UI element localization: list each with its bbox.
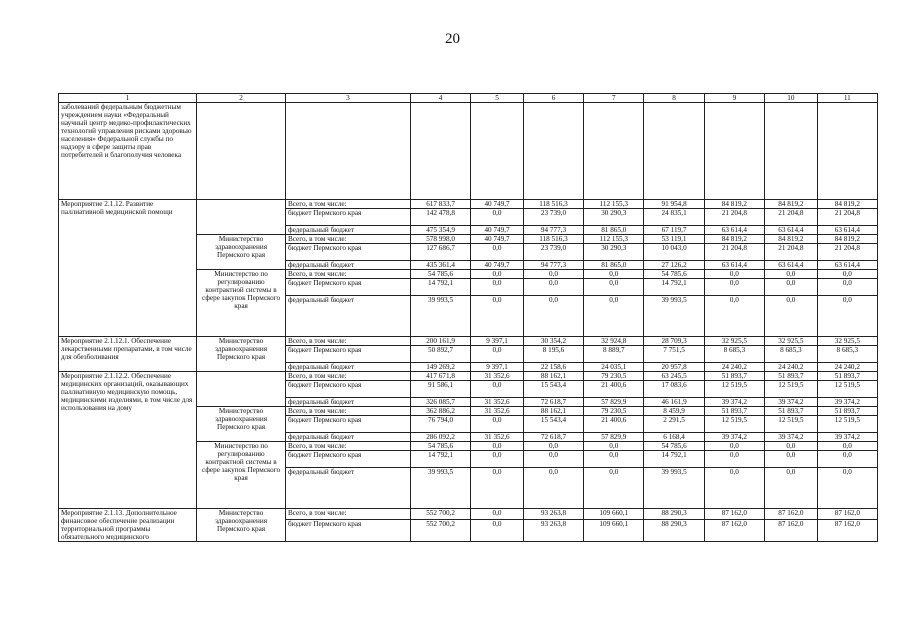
amount-cell: 0,0 [471,270,524,279]
amount-cell: 91 954,8 [644,200,704,209]
executor-cell [197,372,286,407]
amount-cell: 51 893,7 [704,407,764,416]
amount-cell: 12 519,5 [817,381,877,398]
amount-cell: 87 162,0 [704,509,764,520]
empty-cell [523,103,583,200]
amount-cell: 0,0 [471,346,524,363]
amount-cell: 14 792,1 [410,451,470,468]
amount-cell: 76 794,0 [410,416,470,433]
amount-cell: 84 819,2 [765,200,818,209]
amount-cell: 24 240,2 [765,363,818,372]
funding-source-cell: бюджет Пермского края [285,520,410,542]
amount-cell: 79 230,5 [584,372,644,381]
empty-cell [197,103,286,200]
header-row [59,94,878,103]
amount-cell: 54 785,6 [644,270,704,279]
amount-cell: 21 204,8 [704,209,764,226]
intro-row [59,103,878,200]
activity-name-cell: Мероприятие 2.1.13. Дополнительное финансовое обеспечение реализации территориальной программы обязательного медицинского [59,509,197,542]
amount-cell: 39 374,2 [817,398,877,407]
amount-cell: 0,0 [523,468,583,509]
amount-cell: 0,0 [817,270,877,279]
amount-cell: 21 204,8 [817,209,877,226]
amount-cell: 40 749,7 [471,226,524,235]
funding-source-cell: федеральный бюджет [285,468,410,509]
table-row [59,337,878,346]
amount-cell: 0,0 [817,442,877,451]
amount-cell: 0,0 [471,520,524,542]
amount-cell: 0,0 [704,296,764,337]
amount-cell: 0,0 [704,451,764,468]
funding-source-cell: федеральный бюджет [285,296,410,337]
funding-source-cell: Всего, в том числе: [285,509,410,520]
amount-cell: 51 893,7 [704,372,764,381]
funding-source-cell: федеральный бюджет [285,398,410,407]
amount-cell: 67 119,7 [644,226,704,235]
amount-cell: 88 290,3 [644,509,704,520]
amount-cell: 552 700,2 [410,509,470,520]
amount-cell: 39 993,5 [644,468,704,509]
funding-source-cell: бюджет Пермского края [285,451,410,468]
activity-name-cell: Мероприятие 2.1.12. Развитие паллиативной медицинской помощи [59,200,197,337]
amount-cell: 20 957,8 [644,363,704,372]
amount-cell: 0,0 [523,279,583,296]
amount-cell: 39 993,5 [644,296,704,337]
amount-cell: 63 614,4 [765,226,818,235]
amount-cell: 84 819,2 [817,235,877,244]
amount-cell: 23 739,0 [523,244,583,261]
executor-cell: Министерство по регулированию контрактной системы в сфере закупок Пермского края [197,442,286,509]
amount-cell: 0,0 [523,296,583,337]
amount-cell: 30 290,3 [584,209,644,226]
amount-cell: 0,0 [471,416,524,433]
table-row [59,372,878,381]
funding-source-cell: бюджет Пермского края [285,381,410,398]
amount-cell: 39 374,2 [704,433,764,442]
amount-cell: 21 204,8 [704,244,764,261]
amount-cell: 94 777,3 [523,226,583,235]
amount-cell: 93 263,8 [523,520,583,542]
amount-cell: 9 397,1 [471,337,524,346]
empty-cell [584,103,644,200]
amount-cell: 12 519,5 [704,416,764,433]
amount-cell: 0,0 [817,468,877,509]
amount-cell: 286 092,2 [410,433,470,442]
amount-cell: 21 400,6 [584,416,644,433]
amount-cell: 39 374,2 [817,433,877,442]
funding-source-cell: Всего, в том числе: [285,235,410,244]
amount-cell: 326 085,7 [410,398,470,407]
amount-cell: 30 354,2 [523,337,583,346]
amount-cell: 15 543,4 [523,416,583,433]
funding-source-cell: бюджет Пермского края [285,279,410,296]
amount-cell: 81 865,0 [584,226,644,235]
funding-source-cell: федеральный бюджет [285,226,410,235]
amount-cell: 12 519,5 [704,381,764,398]
amount-cell: 93 263,8 [523,509,583,520]
funding-source-cell: бюджет Пермского края [285,244,410,261]
table-body [59,200,878,542]
amount-cell: 10 043,0 [644,244,704,261]
empty-cell [817,103,877,200]
amount-cell: 578 998,0 [410,235,470,244]
amount-cell: 72 618,7 [523,398,583,407]
amount-cell: 0,0 [471,209,524,226]
amount-cell: 0,0 [584,451,644,468]
amount-cell: 94 777,3 [523,261,583,270]
amount-cell: 72 618,7 [523,433,583,442]
amount-cell: 362 886,2 [410,407,470,416]
amount-cell: 8 889,7 [584,346,644,363]
amount-cell: 0,0 [765,468,818,509]
empty-cell [410,103,470,200]
amount-cell: 21 400,6 [584,381,644,398]
amount-cell: 39 374,2 [765,398,818,407]
amount-cell: 30 290,3 [584,244,644,261]
amount-cell: 24 240,2 [817,363,877,372]
header-cell: 7 [584,94,644,103]
funding-source-cell: бюджет Пермского края [285,209,410,226]
amount-cell: 24 035,1 [584,363,644,372]
funding-source-cell: бюджет Пермского края [285,346,410,363]
amount-cell: 57 829,9 [584,433,644,442]
amount-cell: 6 168,4 [644,433,704,442]
amount-cell: 112 155,3 [584,235,644,244]
amount-cell: 0,0 [765,270,818,279]
empty-cell [765,103,818,200]
amount-cell: 54 785,6 [410,270,470,279]
amount-cell: 46 161,9 [644,398,704,407]
amount-cell: 118 516,3 [523,235,583,244]
amount-cell: 0,0 [765,279,818,296]
amount-cell: 32 924,8 [584,337,644,346]
empty-cell [704,103,764,200]
executor-cell: Министерство здравоохранения Пермского края [197,509,286,542]
activity-name-cell: Мероприятие 2.1.12.1. Обеспечение лекарственными препаратами, в том числе для обезболивания [59,337,197,372]
amount-cell: 200 161,9 [410,337,470,346]
amount-cell: 54 785,6 [410,442,470,451]
page-number: 20 [445,31,460,47]
amount-cell: 24 835,1 [644,209,704,226]
funding-source-cell: федеральный бюджет [285,363,410,372]
amount-cell: 8 195,6 [523,346,583,363]
amount-cell: 23 739,0 [523,209,583,226]
funding-source-cell: Всего, в том числе: [285,200,410,209]
amount-cell: 0,0 [523,270,583,279]
funding-source-cell: бюджет Пермского края [285,416,410,433]
amount-cell: 88 162,1 [523,372,583,381]
amount-cell: 28 709,3 [644,337,704,346]
amount-cell: 39 374,2 [765,433,818,442]
amount-cell: 32 925,5 [817,337,877,346]
amount-cell: 0,0 [471,244,524,261]
amount-cell: 40 749,7 [471,261,524,270]
amount-cell: 87 162,0 [765,520,818,542]
amount-cell: 0,0 [523,442,583,451]
amount-cell: 21 204,8 [765,244,818,261]
amount-cell: 142 478,8 [410,209,470,226]
amount-cell: 39 993,5 [410,296,470,337]
amount-cell: 84 819,2 [704,235,764,244]
amount-cell: 0,0 [765,296,818,337]
amount-cell: 0,0 [584,296,644,337]
header-cell: 4 [410,94,470,103]
amount-cell: 84 819,2 [817,200,877,209]
amount-cell: 14 792,1 [644,279,704,296]
funding-source-cell: федеральный бюджет [285,261,410,270]
empty-cell [644,103,704,200]
amount-cell: 31 352,6 [471,372,524,381]
amount-cell: 0,0 [584,279,644,296]
amount-cell: 63 245,5 [644,372,704,381]
amount-cell: 22 158,6 [523,363,583,372]
amount-cell: 51 893,7 [765,372,818,381]
amount-cell: 8 685,3 [817,346,877,363]
funding-source-cell: федеральный бюджет [285,433,410,442]
amount-cell: 63 614,4 [817,226,877,235]
funding-source-cell: Всего, в том числе: [285,270,410,279]
header-cell: 6 [523,94,583,103]
funding-source-cell: Всего, в том числе: [285,442,410,451]
amount-cell: 39 374,2 [704,398,764,407]
funding-source-cell: Всего, в том числе: [285,337,410,346]
amount-cell: 552 700,2 [410,520,470,542]
amount-cell: 0,0 [471,442,524,451]
amount-cell: 81 865,0 [584,261,644,270]
funding-source-cell: Всего, в том числе: [285,372,410,381]
activity-name-cell: Мероприятие 2.1.12.2. Обеспечение медицинских организаций, оказывающих паллиативную медицинскую помощь, медицинскими изделиями, в том числе для использования на дому [59,372,197,509]
amount-cell: 57 829,9 [584,398,644,407]
table-row [59,200,878,209]
amount-cell: 0,0 [471,509,524,520]
amount-cell: 435 361,4 [410,261,470,270]
amount-cell: 53 119,1 [644,235,704,244]
amount-cell: 51 893,7 [817,372,877,381]
amount-cell: 0,0 [584,442,644,451]
funding-source-cell: Всего, в том числе: [285,407,410,416]
executor-cell [197,200,286,235]
header-cell: 5 [471,94,524,103]
executor-cell: Министерство по регулированию контрактной системы в сфере закупок Пермского края [197,270,286,337]
amount-cell: 8 685,3 [765,346,818,363]
amount-cell: 51 893,7 [817,407,877,416]
amount-cell: 63 614,4 [704,261,764,270]
amount-cell: 7 751,5 [644,346,704,363]
amount-cell: 79 230,5 [584,407,644,416]
empty-cell [471,103,524,200]
amount-cell: 112 155,3 [584,200,644,209]
amount-cell: 0,0 [584,468,644,509]
amount-cell: 109 660,1 [584,520,644,542]
executor-cell: Министерство здравоохранения Пермского края [197,337,286,372]
amount-cell: 88 162,1 [523,407,583,416]
amount-cell: 51 893,7 [765,407,818,416]
amount-cell: 109 660,1 [584,509,644,520]
amount-cell: 63 614,4 [817,261,877,270]
amount-cell: 149 269,2 [410,363,470,372]
amount-cell: 2 291,5 [644,416,704,433]
amount-cell: 0,0 [817,279,877,296]
amount-cell: 14 792,1 [644,451,704,468]
amount-cell: 0,0 [704,279,764,296]
amount-cell: 84 819,2 [704,200,764,209]
amount-cell: 0,0 [471,468,524,509]
amount-cell: 63 614,4 [704,226,764,235]
amount-cell: 8 685,3 [704,346,764,363]
amount-cell: 417 671,8 [410,372,470,381]
amount-cell: 0,0 [765,442,818,451]
amount-cell: 0,0 [471,451,524,468]
header-cell: 3 [285,94,410,103]
amount-cell: 0,0 [765,451,818,468]
amount-cell: 87 162,0 [817,509,877,520]
table-row [59,509,878,520]
amount-cell: 32 925,5 [704,337,764,346]
header-cell: 9 [704,94,764,103]
amount-cell: 0,0 [471,296,524,337]
amount-cell: 12 519,5 [765,416,818,433]
amount-cell: 31 352,6 [471,407,524,416]
executor-cell: Министерство здравоохранения Пермского края [197,407,286,442]
amount-cell: 0,0 [704,270,764,279]
empty-cell [285,103,410,200]
amount-cell: 27 126,2 [644,261,704,270]
amount-cell: 0,0 [471,279,524,296]
amount-cell: 87 162,0 [765,509,818,520]
amount-cell: 91 586,1 [410,381,470,398]
amount-cell: 14 792,1 [410,279,470,296]
amount-cell: 31 352,6 [471,433,524,442]
amount-cell: 0,0 [817,296,877,337]
amount-cell: 21 204,8 [765,209,818,226]
header-cell: 2 [197,94,286,103]
amount-cell: 118 516,3 [523,200,583,209]
intro-text: заболеваний федеральным бюджетным учреждением науки «Федеральный научный центр медико-профилактических технологий управления рисками здоровью населения» Федеральной службы по надзору в сфере защиты прав потребителей и благополучия человека [59,103,197,200]
header-cell: 10 [765,94,818,103]
amount-cell: 50 892,7 [410,346,470,363]
amount-cell: 21 204,8 [817,244,877,261]
amount-cell: 8 459,9 [644,407,704,416]
amount-cell: 475 354,9 [410,226,470,235]
amount-cell: 40 749,7 [471,200,524,209]
amount-cell: 12 519,5 [765,381,818,398]
amount-cell: 0,0 [584,270,644,279]
header-cell: 1 [59,94,197,103]
amount-cell: 0,0 [471,381,524,398]
amount-cell: 39 993,5 [410,468,470,509]
amount-cell: 0,0 [817,451,877,468]
amount-cell: 54 785,6 [644,442,704,451]
amount-cell: 63 614,4 [765,261,818,270]
header-cell: 8 [644,94,704,103]
amount-cell: 0,0 [523,451,583,468]
amount-cell: 87 162,0 [817,520,877,542]
amount-cell: 87 162,0 [704,520,764,542]
amount-cell: 84 819,2 [765,235,818,244]
amount-cell: 617 833,7 [410,200,470,209]
executor-cell: Министерство здравоохранения Пермского края [197,235,286,270]
amount-cell: 40 749,7 [471,235,524,244]
amount-cell: 88 290,3 [644,520,704,542]
amount-cell: 127 686,7 [410,244,470,261]
amount-cell: 32 925,5 [765,337,818,346]
amount-cell: 24 240,2 [704,363,764,372]
amount-cell: 17 083,6 [644,381,704,398]
amount-cell: 31 352,6 [471,398,524,407]
budget-table [58,93,878,542]
amount-cell: 15 543,4 [523,381,583,398]
amount-cell: 0,0 [704,442,764,451]
amount-cell: 0,0 [704,468,764,509]
header-cell: 11 [817,94,877,103]
amount-cell: 12 519,5 [817,416,877,433]
amount-cell: 9 397,1 [471,363,524,372]
